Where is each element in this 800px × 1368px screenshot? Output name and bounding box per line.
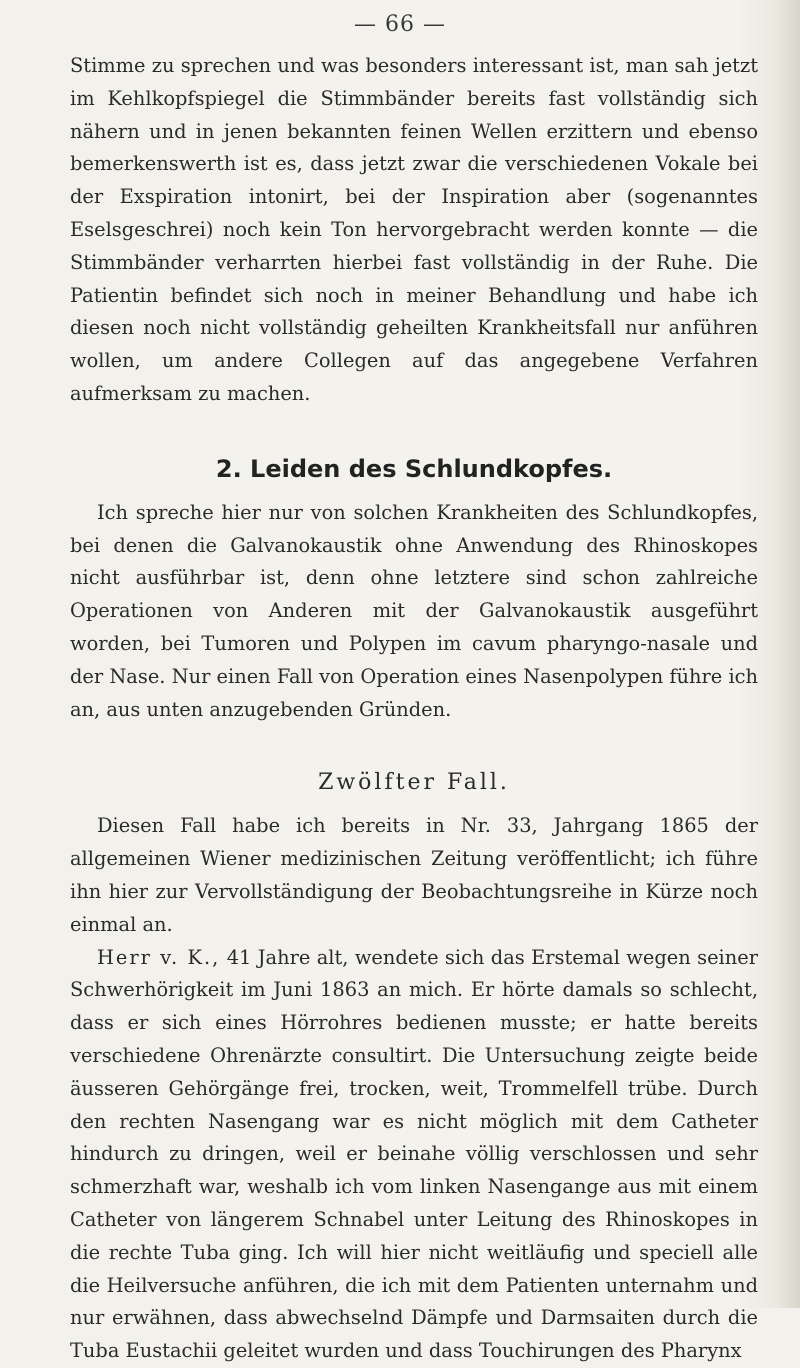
paragraph-text: 41 Jahre alt, wendete sich das Erstemal wegen seiner Schwerhörigkeit im Juni 1863 an mich. Er hörte damals so schlecht, dass er sich eines Hörrohres bedienen musste; er hatte bereits verschiedene Ohrenärzte consultirt. Die Untersuchung zeigte beide äusseren Gehörgänge frei, trocken, weit, Trommelfell trübe. Durch den rechten Nasengang war es nicht möglich mit dem Catheter hindurch zu dringen, weil er beinahe völlig verschlossen und sehr schmerzhaft war, weshalb ich vom linken Nasengange aus mit einem Catheter von längerem Schnabel unter Leitung des Rhinoskopes in die rechte Tuba ging. Ich will hier nicht weitläufig und speciell alle die Heilversuche anführen, die ich mit dem Patienten unternahm und nur erwähnen, dass abwechselnd Dämpfe und Darmsaiten durch die Tuba Eustachii geleitet wurden und dass Touchirungen des Pharynx <box>70 945 758 1363</box>
page-body <box>70 50 758 1368</box>
paragraph <box>70 942 758 1368</box>
case-heading: Zwölfter Fall. <box>318 770 510 796</box>
paragraph: Diesen Fall habe ich bereits in Nr. 33, Jahrgang 1865 der allgemeinen Wiener medizinischen Zeitung veröffentlicht; ich führe ihn hier zur Vervollständigung der Beobachtungsreihe in Kürze noch einmal an. <box>70 814 758 936</box>
paragraph: Ich spreche hier nur von solchen Krankheiten des Schlundkopfes, bei denen die Galvanokaustik ohne Anwendung des Rhinoskopes nicht ausführbar ist, denn ohne letztere sind schon zahlreiche Operationen von Anderen mit der Galvanokaustik ausgeführt worden, bei Tumoren und Polypen im cavum pharyngo-nasale und der Nase. Nur einen Fall von Operation eines Nasenpolypen führe ich an, aus unten anzugebenden Gründen. <box>70 500 758 721</box>
page-number: — 66 — <box>354 12 446 37</box>
patient-name: Herr v. K., <box>97 945 221 969</box>
section-heading: 2. Leiden des Schlundkopfes. <box>215 454 613 483</box>
paragraph: Stimme zu sprechen und was besonders interessant ist, man sah jetzt im Kehlkopfspiegel die Stimmbänder bereits fast vollständig sich nähern und in jenen bekannten feinen Wellen erzittern und ebenso bemerkenswerth ist es, dass jetzt zwar die verschiedenen Vokale bei der Exspiration intonirt, bei der Inspiration aber (sogenanntes Eselsgeschrei) noch kein Ton hervorgebracht werden konnte — die Stimmbänder verharrten hierbei fast vollständig in der Ruhe. Die Patientin befindet sich noch in meiner Behandlung und habe ich diesen noch nicht vollständig geheilten Krankheitsfall nur anführen wollen, um andere Collegen auf das angegebene Verfahren aufmerksam zu machen. <box>70 54 758 405</box>
